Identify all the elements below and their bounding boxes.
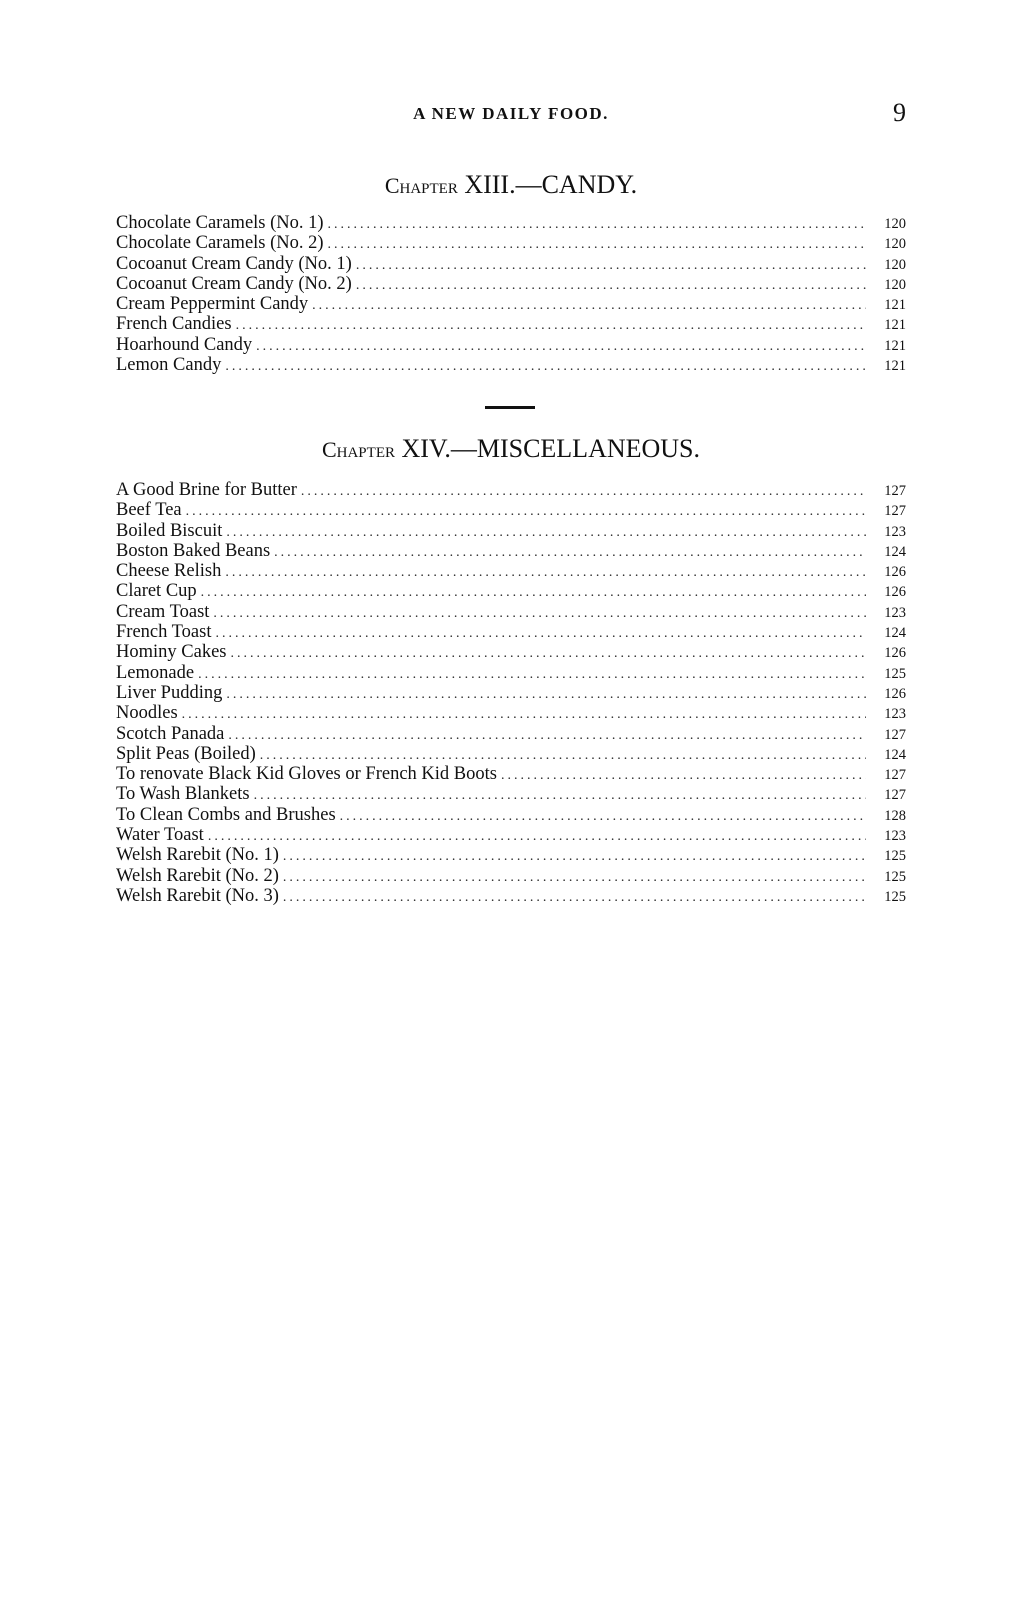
chapter-title: XIV.—MISCELLANEOUS.: [401, 434, 701, 463]
list-item: [116, 355, 906, 375]
entry-title: Scotch Panada: [116, 723, 225, 744]
entry-title: To Clean Combs and Brushes: [116, 804, 336, 825]
entry-title: To Wash Blankets: [116, 784, 250, 805]
entry-page: 127: [884, 503, 906, 520]
entry-title: Hoarhound Candy: [116, 334, 253, 355]
entry-page: 121: [884, 317, 906, 334]
entry-page: 125: [884, 665, 906, 682]
entry-page: 124: [884, 543, 906, 560]
entry-title: Noodles: [116, 703, 178, 724]
entry-page: 127: [884, 787, 906, 804]
entry-title: Welsh Rarebit (No. 1): [116, 845, 279, 866]
dot-leader: [213, 604, 866, 622]
entry-title: Cream Peppermint Candy: [116, 294, 309, 315]
entry-page: 125: [884, 888, 906, 905]
list-item: [116, 233, 906, 253]
entry-title: To renovate Black Kid Gloves or French Kid Boots: [116, 764, 497, 785]
list-item: [116, 274, 906, 294]
entry-title: Welsh Rarebit (No. 3): [116, 885, 279, 906]
entry-page: 123: [884, 828, 906, 845]
dot-leader: [340, 807, 866, 825]
entry-title: Welsh Rarebit (No. 2): [116, 865, 279, 886]
list-item: [116, 335, 906, 355]
entry-title: Lemonade: [116, 662, 195, 683]
entry-page: 120: [884, 276, 906, 293]
entry-page: 121: [884, 337, 906, 354]
entry-page: 120: [884, 256, 906, 273]
list-item: [116, 764, 906, 784]
dot-leader: [186, 502, 866, 520]
entry-title: Boiled Biscuit: [116, 520, 223, 541]
list-item: [116, 581, 906, 601]
dot-leader: [356, 256, 866, 274]
entry-page: 123: [884, 604, 906, 621]
list-item: [116, 521, 906, 541]
entry-page: 125: [884, 868, 906, 885]
list-item: [116, 500, 906, 520]
dot-leader: [501, 766, 866, 784]
dot-leader: [254, 786, 866, 804]
page-number: 9: [893, 98, 906, 127]
list-item: [116, 703, 906, 723]
miscellaneous-entries-list: [116, 480, 906, 906]
list-item: [116, 744, 906, 764]
list-item: [116, 886, 906, 906]
entry-page: 123: [884, 523, 906, 540]
entry-page: 125: [884, 848, 906, 865]
entry-page: 127: [884, 767, 906, 784]
entry-title: Cream Toast: [116, 601, 210, 622]
dot-leader: [328, 215, 866, 233]
entry-page: 126: [884, 645, 906, 662]
list-item: [116, 642, 906, 662]
list-item: [116, 314, 906, 334]
entry-title: Lemon Candy: [116, 355, 222, 376]
dot-leader: [226, 523, 866, 541]
list-item: [116, 845, 906, 865]
entry-page: 124: [884, 746, 906, 763]
entry-title: Water Toast: [116, 825, 204, 846]
entry-page: 124: [884, 625, 906, 642]
chapter-prefix: Chapter: [321, 437, 395, 462]
entry-page: 127: [884, 483, 906, 499]
dot-leader: [201, 583, 866, 601]
dot-leader: [328, 235, 866, 253]
dot-leader: [215, 624, 866, 642]
entry-title: French Candies: [116, 314, 232, 335]
entry-title: Split Peas (Boiled): [116, 743, 256, 764]
entry-title: Boston Baked Beans: [116, 540, 271, 561]
entry-page: 121: [884, 297, 906, 314]
entry-title: Cocoanut Cream Candy (No. 1): [116, 253, 352, 274]
dot-leader: [283, 847, 866, 865]
dot-leader: [301, 482, 866, 500]
dot-leader: [182, 705, 866, 723]
entry-page: 127: [884, 726, 906, 743]
entry-title: Claret Cup: [116, 581, 197, 602]
entry-title: Liver Pudding: [116, 682, 223, 703]
entry-page: 120: [884, 236, 906, 253]
list-item: [116, 622, 906, 642]
dot-leader: [225, 563, 866, 581]
dot-leader: [198, 665, 866, 683]
entry-page: 121: [884, 358, 906, 375]
dot-leader: [283, 888, 866, 906]
dot-leader: [236, 316, 866, 334]
dot-leader: [274, 543, 866, 561]
entry-title: Cheese Relish: [116, 561, 222, 582]
entry-page: 120: [884, 216, 906, 232]
list-item: [116, 561, 906, 581]
section-divider: [485, 406, 535, 409]
list-item: [116, 254, 906, 274]
entry-title: Beef Tea: [116, 500, 182, 521]
dot-leader: [228, 726, 866, 744]
list-item: [116, 825, 906, 845]
list-item: [116, 683, 906, 703]
chapter-heading-candy: [116, 170, 906, 200]
chapter-title: XIII.—CANDY.: [464, 170, 638, 199]
list-item: [116, 602, 906, 622]
dot-leader: [230, 644, 866, 662]
entry-page: 126: [884, 584, 906, 601]
dot-leader: [208, 827, 866, 845]
list-item: [116, 724, 906, 744]
list-item: [116, 541, 906, 561]
list-item: [116, 784, 906, 804]
list-item: [116, 805, 906, 825]
entry-title: A Good Brine for Butter: [116, 480, 297, 500]
entry-title: French Toast: [116, 622, 212, 643]
entry-title: Chocolate Caramels (No. 1): [116, 213, 324, 233]
dot-leader: [356, 276, 866, 294]
dot-leader: [225, 357, 866, 375]
entry-title: Cocoanut Cream Candy (No. 2): [116, 273, 352, 294]
entry-page: 123: [884, 706, 906, 723]
running-title: A NEW DAILY FOOD.: [413, 104, 609, 123]
entry-page: 126: [884, 685, 906, 702]
list-item: [116, 866, 906, 886]
list-item: [116, 213, 906, 233]
dot-leader: [283, 868, 866, 886]
dot-leader: [312, 296, 866, 314]
list-item: [116, 480, 906, 500]
dot-leader: [226, 685, 866, 703]
entry-page: 126: [884, 564, 906, 581]
list-item: [116, 294, 906, 314]
entry-page: 128: [884, 807, 906, 824]
entry-title: Hominy Cakes: [116, 642, 227, 663]
dot-leader: [256, 337, 866, 355]
entry-title: Chocolate Caramels (No. 2): [116, 233, 324, 254]
candy-entries-list: [116, 213, 906, 375]
dot-leader: [260, 746, 866, 764]
chapter-prefix: Chapter: [384, 173, 458, 198]
running-head: [116, 98, 906, 134]
list-item: [116, 663, 906, 683]
chapter-heading-miscellaneous: [116, 434, 906, 464]
